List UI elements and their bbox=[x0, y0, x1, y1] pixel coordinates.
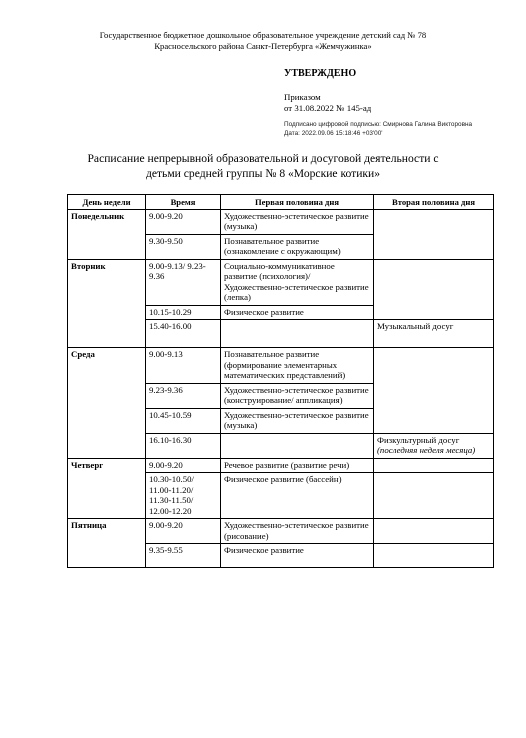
time-cell: 16.10-16.30 bbox=[146, 433, 221, 458]
second-half-cell bbox=[374, 458, 494, 473]
document-title-line2: детьми средней группы № 8 «Морские котики» bbox=[145, 167, 381, 180]
time-cell: 9.00-9.20 bbox=[146, 519, 221, 544]
day-friday: Пятница bbox=[68, 519, 146, 568]
first-half-cell: Физическое развитие bbox=[221, 305, 374, 320]
table-row bbox=[68, 259, 494, 305]
approved-heading: УТВЕРЖДЕНО bbox=[284, 68, 357, 79]
first-half-cell bbox=[221, 433, 374, 458]
time-cell: 9.00-9.20 bbox=[146, 209, 221, 234]
second-half-cell bbox=[374, 544, 494, 568]
first-half-cell: Физическое развитие bbox=[221, 544, 374, 568]
column-header-first-half: Первая половина дня bbox=[221, 195, 374, 210]
time-cell: 9.00-9.20 bbox=[146, 458, 221, 473]
time-cell: 15.40-16.00 bbox=[146, 320, 221, 348]
second-half-cell bbox=[374, 259, 494, 320]
second-half-cell bbox=[374, 519, 494, 544]
day-thursday: Четверг bbox=[68, 458, 146, 519]
first-half-cell: Художественно-эстетическое развитие (конструирование/ аппликация) bbox=[221, 383, 374, 408]
first-half-cell: Художественно-эстетическое развитие (музыка) bbox=[221, 209, 374, 234]
first-half-cell: Художественно-эстетическое развитие (рисование) bbox=[221, 519, 374, 544]
first-half-cell: Речевое развитие (развитие речи) bbox=[221, 458, 374, 473]
leisure-note: (последняя неделя месяца) bbox=[377, 445, 476, 455]
column-header-day: День недели bbox=[68, 195, 146, 210]
table-row bbox=[68, 209, 494, 234]
document-title-line1: Расписание непрерывной образовательной и досуговой деятельности с bbox=[87, 152, 439, 165]
schedule-table bbox=[67, 194, 494, 568]
day-wednesday: Среда bbox=[68, 348, 146, 459]
time-cell: 9.23-9.36 bbox=[146, 383, 221, 408]
day-monday: Понедельник bbox=[68, 209, 146, 259]
time-cell: 10.45-10.59 bbox=[146, 408, 221, 433]
table-row bbox=[68, 519, 494, 544]
time-cell: 9.00-9.13/ 9.23-9.36 bbox=[146, 259, 221, 305]
first-half-cell: Физическое развитие (бассейн) bbox=[221, 473, 374, 519]
order-number: от 31.08.2022 № 145-ад bbox=[284, 103, 372, 113]
org-name-line2: Красносельского района Санкт-Петербурга «Жемчужинка» bbox=[154, 41, 372, 51]
leisure-title: Физкультурный досуг bbox=[377, 434, 460, 445]
first-half-cell: Художественно-эстетическое развитие (музыка) bbox=[221, 408, 374, 433]
first-half-cell: Познавательное развитие (ознакомление с окружающим) bbox=[221, 234, 374, 259]
order-label: Приказом bbox=[284, 92, 321, 102]
digital-signature-date: Дата: 2022.09.06 15:18:46 +03'00' bbox=[284, 130, 383, 137]
time-cell: 9.30-9.50 bbox=[146, 234, 221, 259]
digital-signature-line: Подписано цифровой подписью: Смирнова Галина Викторовна bbox=[284, 121, 473, 128]
table-row bbox=[68, 348, 494, 384]
time-cell: 10.15-10.29 bbox=[146, 305, 221, 320]
second-half-cell bbox=[374, 433, 494, 458]
second-half-cell bbox=[374, 209, 494, 259]
time-cell: 9.35-9.55 bbox=[146, 544, 221, 568]
org-name-line1: Государственное бюджетное дошкольное образовательное учреждение детский сад № 78 bbox=[99, 30, 427, 40]
table-row bbox=[68, 458, 494, 473]
time-cell: 9.00-9.13 bbox=[146, 348, 221, 384]
day-tuesday: Вторник bbox=[68, 259, 146, 348]
first-half-cell: Познавательное развитие (формирование элементарных математических представлений) bbox=[221, 348, 374, 384]
column-header-second-half: Вторая половина дня bbox=[374, 195, 494, 210]
second-half-cell bbox=[374, 348, 494, 434]
column-header-time: Время bbox=[146, 195, 221, 210]
time-cell: 10.30-10.50/ 11.00-11.20/ 11.30-11.50/ 12.00-12.20 bbox=[146, 473, 221, 519]
second-half-cell bbox=[374, 473, 494, 519]
first-half-cell: Социально-коммуникативное развитие (психология)/ Художественно-эстетическое развитие (лепка) bbox=[221, 259, 374, 305]
table-header-row bbox=[68, 195, 494, 210]
second-half-cell: Музыкальный досуг bbox=[374, 320, 494, 348]
first-half-cell bbox=[221, 320, 374, 348]
